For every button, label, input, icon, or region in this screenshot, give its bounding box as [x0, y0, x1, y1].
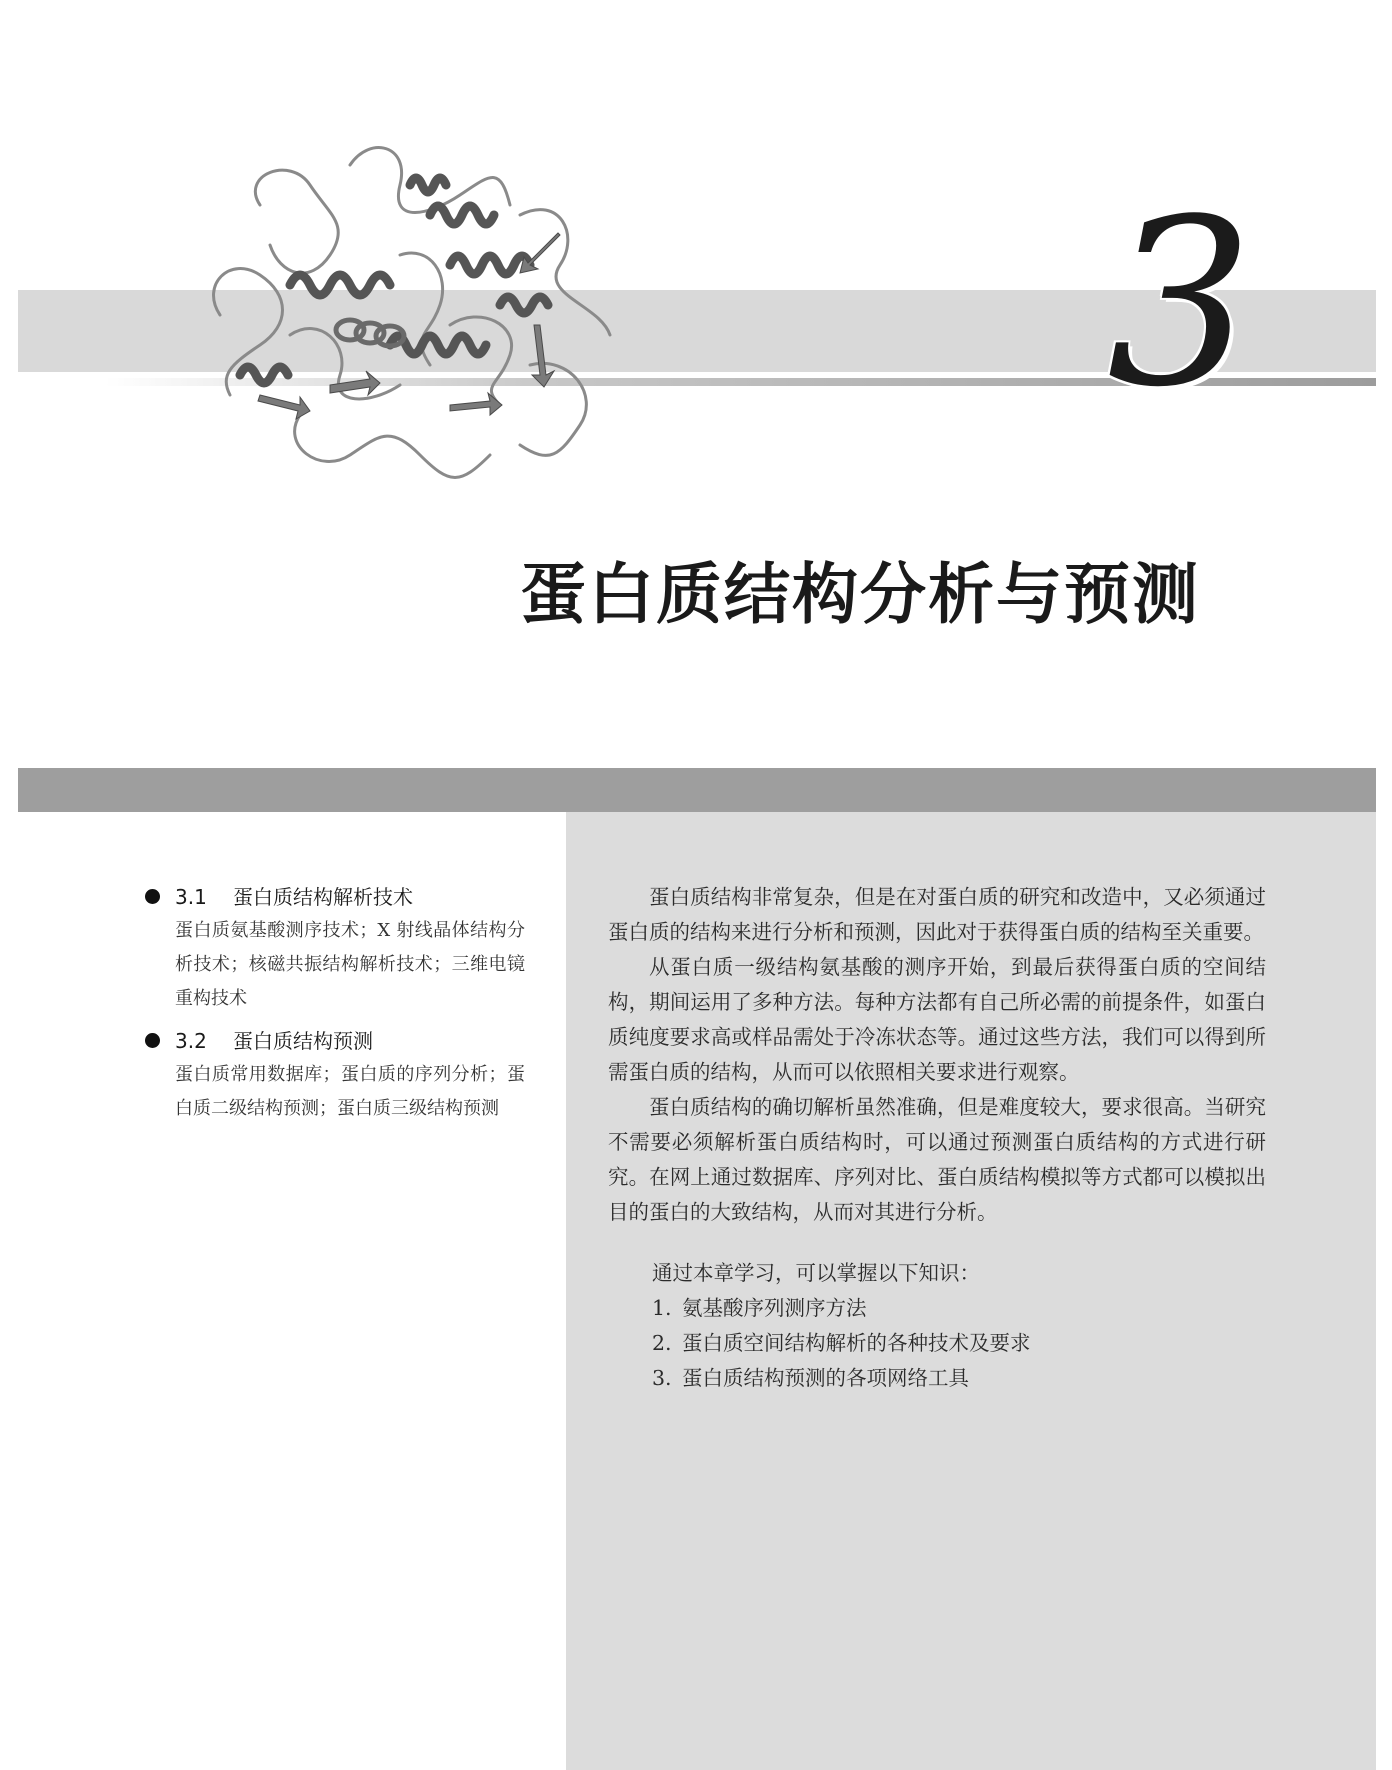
chapter-number: 3: [1106, 171, 1254, 438]
bullet-icon: [145, 889, 160, 904]
chapter-title: 蛋白质结构分析与预测: [520, 556, 1200, 633]
list-item-text: 氨基酸序列测序方法: [682, 1296, 867, 1320]
learning-objectives-list: [608, 1291, 1266, 1396]
toc-section-number: 3.2: [175, 1029, 207, 1053]
toc-item: [145, 880, 525, 1016]
list-item-text: 蛋白质空间结构解析的各种技术及要求: [682, 1331, 1031, 1355]
intro-paragraph: 蛋白质结构非常复杂，但是在对蛋白质的研究和改造中，又必须通过蛋白质的结构来进行分析和预测，因此对于获得蛋白质的结构至关重要。: [608, 885, 1266, 944]
toc-heading: [145, 1024, 525, 1058]
toc-section-title: 蛋白质结构预测: [233, 1029, 373, 1053]
list-item: [652, 1361, 1266, 1396]
toc-heading: [145, 880, 525, 914]
list-item-number: 1.: [652, 1296, 672, 1320]
intro-paragraph: 从蛋白质一级结构氨基酸的测序开始，到最后获得蛋白质的空间结构，期间运用了多种方法。每种方法都有自己所必需的前提条件，如蛋白质纯度要求高或样品需处于冷冻状态等。通过这些方法，我们可以得到所需蛋白质的结构，从而可以依照相关要求进行观察。: [608, 955, 1266, 1084]
list-item: [652, 1326, 1266, 1361]
section-divider-band: [18, 768, 1376, 812]
bullet-icon: [145, 1033, 160, 1048]
toc-section-title: 蛋白质结构解析技术: [233, 885, 413, 909]
chapter-contents: [145, 880, 525, 1134]
list-item-number: 3.: [652, 1366, 672, 1390]
list-item-text: 蛋白质结构预测的各项网络工具: [682, 1366, 969, 1390]
learning-objectives: [608, 1256, 1266, 1396]
list-item-number: 2.: [652, 1331, 672, 1355]
learning-objectives-intro: 通过本章学习，可以掌握以下知识：: [652, 1261, 980, 1285]
toc-section-number: 3.1: [175, 885, 207, 909]
list-item: [652, 1291, 1266, 1326]
toc-description: 蛋白质常用数据库；蛋白质的序列分析；蛋白质二级结构预测；蛋白质三级结构预测: [175, 1064, 525, 1119]
chapter-introduction: [608, 880, 1266, 1396]
toc-item: [145, 1024, 525, 1126]
intro-paragraph: 蛋白质结构的确切解析虽然准确，但是难度较大，要求很高。当研究不需要必须解析蛋白质结构时，可以通过预测蛋白质结构的方式进行研究。在网上通过数据库、序列对比、蛋白质结构模拟等方式都可以模拟出目的蛋白的大致结构，从而对其进行分析。: [608, 1095, 1266, 1224]
toc-description: 蛋白质氨基酸测序技术；X 射线晶体结构分析技术；核磁共振结构解析技术；三维电镜重构技术: [175, 920, 525, 1009]
protein-structure-illustration: [200, 135, 640, 495]
